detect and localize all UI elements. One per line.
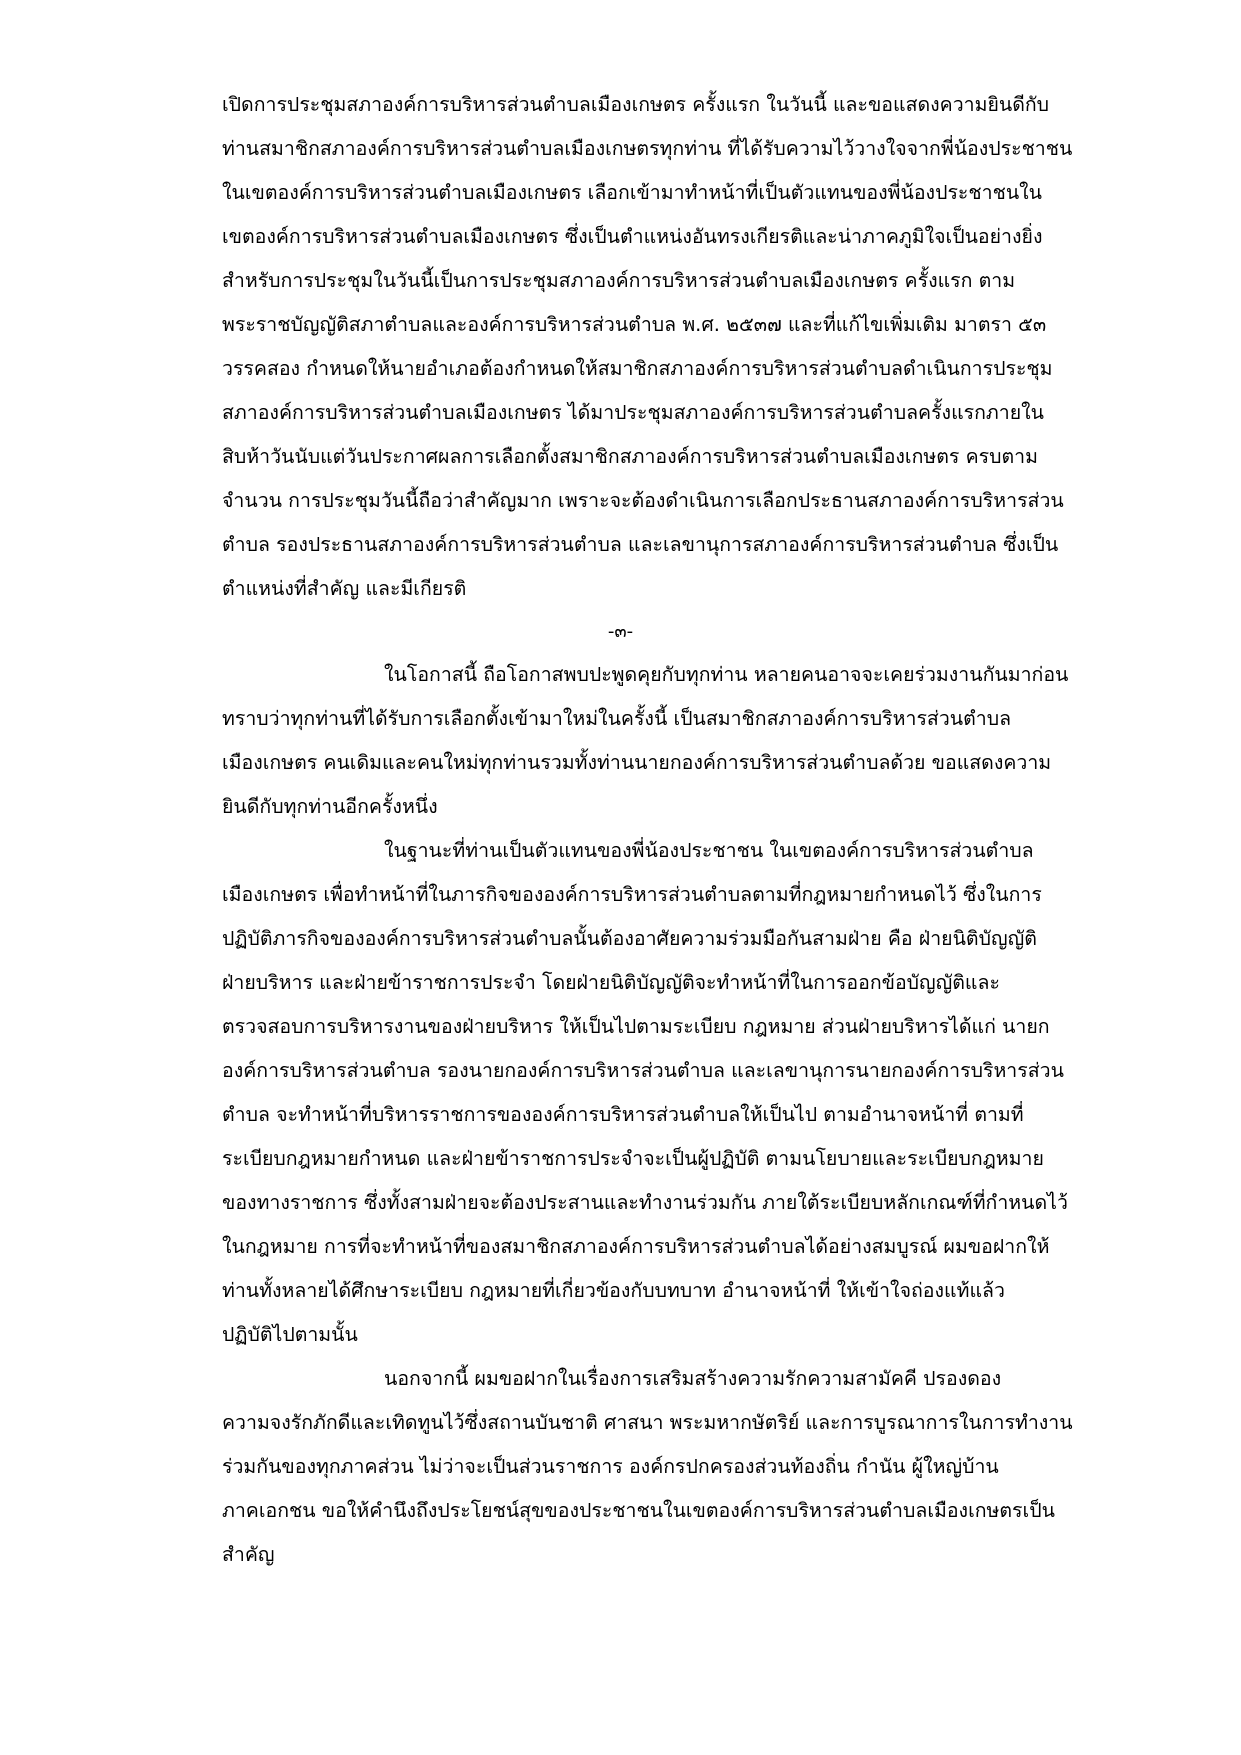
text-line: เขตองค์การบริหารส่วนตำบลเมืองเกษตร ซึ่งเป็นตำแหน่งอันทรงเกียรติและน่าภาคภูมิใจเป็นอย่างยิ่ง — [222, 225, 1043, 248]
text-line: ปฏิบัติไปตามนั้น — [222, 1323, 358, 1346]
text-line: สิบห้าวันนับแต่วันประกาศผลการเลือกตั้งสมาชิกสภาองค์การบริหารส่วนตำบลเมืองเกษตร ครบตาม — [222, 445, 1038, 468]
text-line: จำนวน การประชุมวันนี้ถือว่าสำคัญมาก เพราะจะต้องดำเนินการเลือกประธานสภาองค์การบริหารส่วน — [222, 489, 1064, 512]
text-line: ในเขตองค์การบริหารส่วนตำบลเมืองเกษตร เลือกเข้ามาทำหน้าที่เป็นตัวแทนของพี่น้องประชาชนใน — [222, 181, 1042, 204]
text-line: ในฐานะที่ท่านเป็นตัวแทนของพี่น้องประชาชน ในเขตองค์การบริหารส่วนตำบล — [384, 839, 1034, 862]
text-line: ตรวจสอบการบริหารงานของฝ่ายบริหาร ให้เป็นไปตามระเบียบ กฎหมาย ส่วนฝ่ายบริหารได้แก่ นายก — [222, 1015, 1050, 1038]
text-line: ระเบียบกฎหมายกำหนด และฝ่ายข้าราชการประจำจะเป็นผู้ปฏิบัติ ตามนโยบายและระเบียบกฎหมาย — [222, 1147, 1044, 1170]
text-line: เมืองเกษตร คนเดิมและคนใหม่ทุกท่านรวมทั้งท่านนายกองค์การบริหารส่วนตำบลด้วย ขอแสดงความ — [222, 751, 1052, 774]
text-line: ทราบว่าทุกท่านที่ได้รับการเลือกตั้งเข้ามาใหม่ในครั้งนี้ เป็นสมาชิกสภาองค์การบริหารส่วนตำบล — [222, 707, 1012, 730]
text-line: ความจงรักภักดีและเทิดทูนไว้ซึ่งสถานบันชาติ ศาสนา พระมหากษัตริย์ และการบูรณาการในการทำงาน — [222, 1411, 1073, 1434]
text-line: เปิดการประชุมสภาองค์การบริหารส่วนตำบลเมืองเกษตร ครั้งแรก ในวันนี้ และขอแสดงความยินดีกับ — [222, 93, 1050, 116]
page-number: -๓- — [607, 621, 634, 642]
text-line: ในโอกาสนี้ ถือโอกาสพบปะพูดคุยกับทุกท่าน หลายคนอาจจะเคยร่วมงานกันมาก่อน — [384, 663, 1069, 686]
text-line: ฝ่ายบริหาร และฝ่ายข้าราชการประจำ โดยฝ่ายนิติบัญญัติจะทำหน้าที่ในการออกข้อบัญญัติและ — [222, 971, 1000, 994]
text-line: เมืองเกษตร เพื่อทำหน้าที่ในภารกิจขององค์การบริหารส่วนตำบลตามที่กฎหมายกำหนดไว้ ซึ่งในการ — [222, 883, 1042, 906]
text-line: ในกฎหมาย การที่จะทำหน้าที่ของสมาชิกสภาองค์การบริหารส่วนตำบลได้อย่างสมบูรณ์ ผมขอฝากให้ — [222, 1235, 1050, 1258]
text-line: วรรคสอง กำหนดให้นายอำเภอต้องกำหนดให้สมาชิกสภาองค์การบริหารส่วนตำบลดำเนินการประชุม — [222, 357, 1053, 380]
text-line: ภาคเอกชน ขอให้คำนึงถึงประโยชน์สุขของประชาชนในเขตองค์การบริหารส่วนตำบลเมืองเกษตรเป็น — [222, 1499, 1055, 1522]
text-line: ท่านสมาชิกสภาองค์การบริหารส่วนตำบลเมืองเกษตรทุกท่าน ที่ได้รับความไว้วางใจจากพี่น้องประชาชน — [222, 137, 1073, 160]
text-line: ร่วมกันของทุกภาคส่วน ไม่ว่าจะเป็นส่วนราชการ องค์กรปกครองส่วนท้องถิ่น กำนัน ผู้ใหญ่บ้าน — [222, 1455, 999, 1478]
text-line: นอกจากนี้ ผมขอฝากในเรื่องการเสริมสร้างความรักความสามัคคี ปรองดอง — [384, 1367, 1002, 1390]
text-line: ของทางราชการ ซึ่งทั้งสามฝ่ายจะต้องประสานและทำงานร่วมกัน ภายใต้ระเบียบหลักเกณฑ์ที่กำหนดไว้ — [222, 1191, 1068, 1214]
text-line: ตำแหน่งที่สำคัญ และมีเกียรติ — [222, 577, 467, 600]
text-line: ท่านทั้งหลายได้ศึกษาระเบียบ กฎหมายที่เกี่ยวข้องกับบทบาท อำนาจหน้าที่ ให้เข้าใจถ่องแท้แล้ว — [222, 1279, 1005, 1302]
text-line: สำหรับการประชุมในวันนี้เป็นการประชุมสภาองค์การบริหารส่วนตำบลเมืองเกษตร ครั้งแรก ตาม — [222, 269, 1016, 292]
text-line: สำคัญ — [222, 1543, 275, 1566]
text-line: พระราชบัญญัติสภาตำบลและองค์การบริหารส่วนตำบล พ.ศ. ๒๕๓๗ และที่แก้ไขเพิ่มเติม มาตรา ๕๓ — [222, 313, 1047, 336]
text-line: ปฏิบัติภารกิจขององค์การบริหารส่วนตำบลนั้นต้องอาศัยความร่วมมือกันสามฝ่าย คือ ฝ่ายนิติบัญญัติ — [222, 927, 1037, 950]
text-line: ยินดีกับทุกท่านอีกครั้งหนึ่ง — [222, 795, 438, 818]
text-line: องค์การบริหารส่วนตำบล รองนายกองค์การบริหารส่วนตำบล และเลขานุการนายกองค์การบริหารส่วน — [222, 1059, 1064, 1082]
text-line: ตำบล จะทำหน้าที่บริหารราชการขององค์การบริหารส่วนตำบลให้เป็นไป ตามอำนาจหน้าที่ ตามที่ — [222, 1103, 1024, 1126]
text-line: สภาองค์การบริหารส่วนตำบลเมืองเกษตร ได้มาประชุมสภาองค์การบริหารส่วนตำบลครั้งแรกภายใน — [222, 401, 1044, 424]
text-line: ตำบล รองประธานสภาองค์การบริหารส่วนตำบล และเลขานุการสภาองค์การบริหารส่วนตำบล ซึ่งเป็น — [222, 533, 1059, 556]
